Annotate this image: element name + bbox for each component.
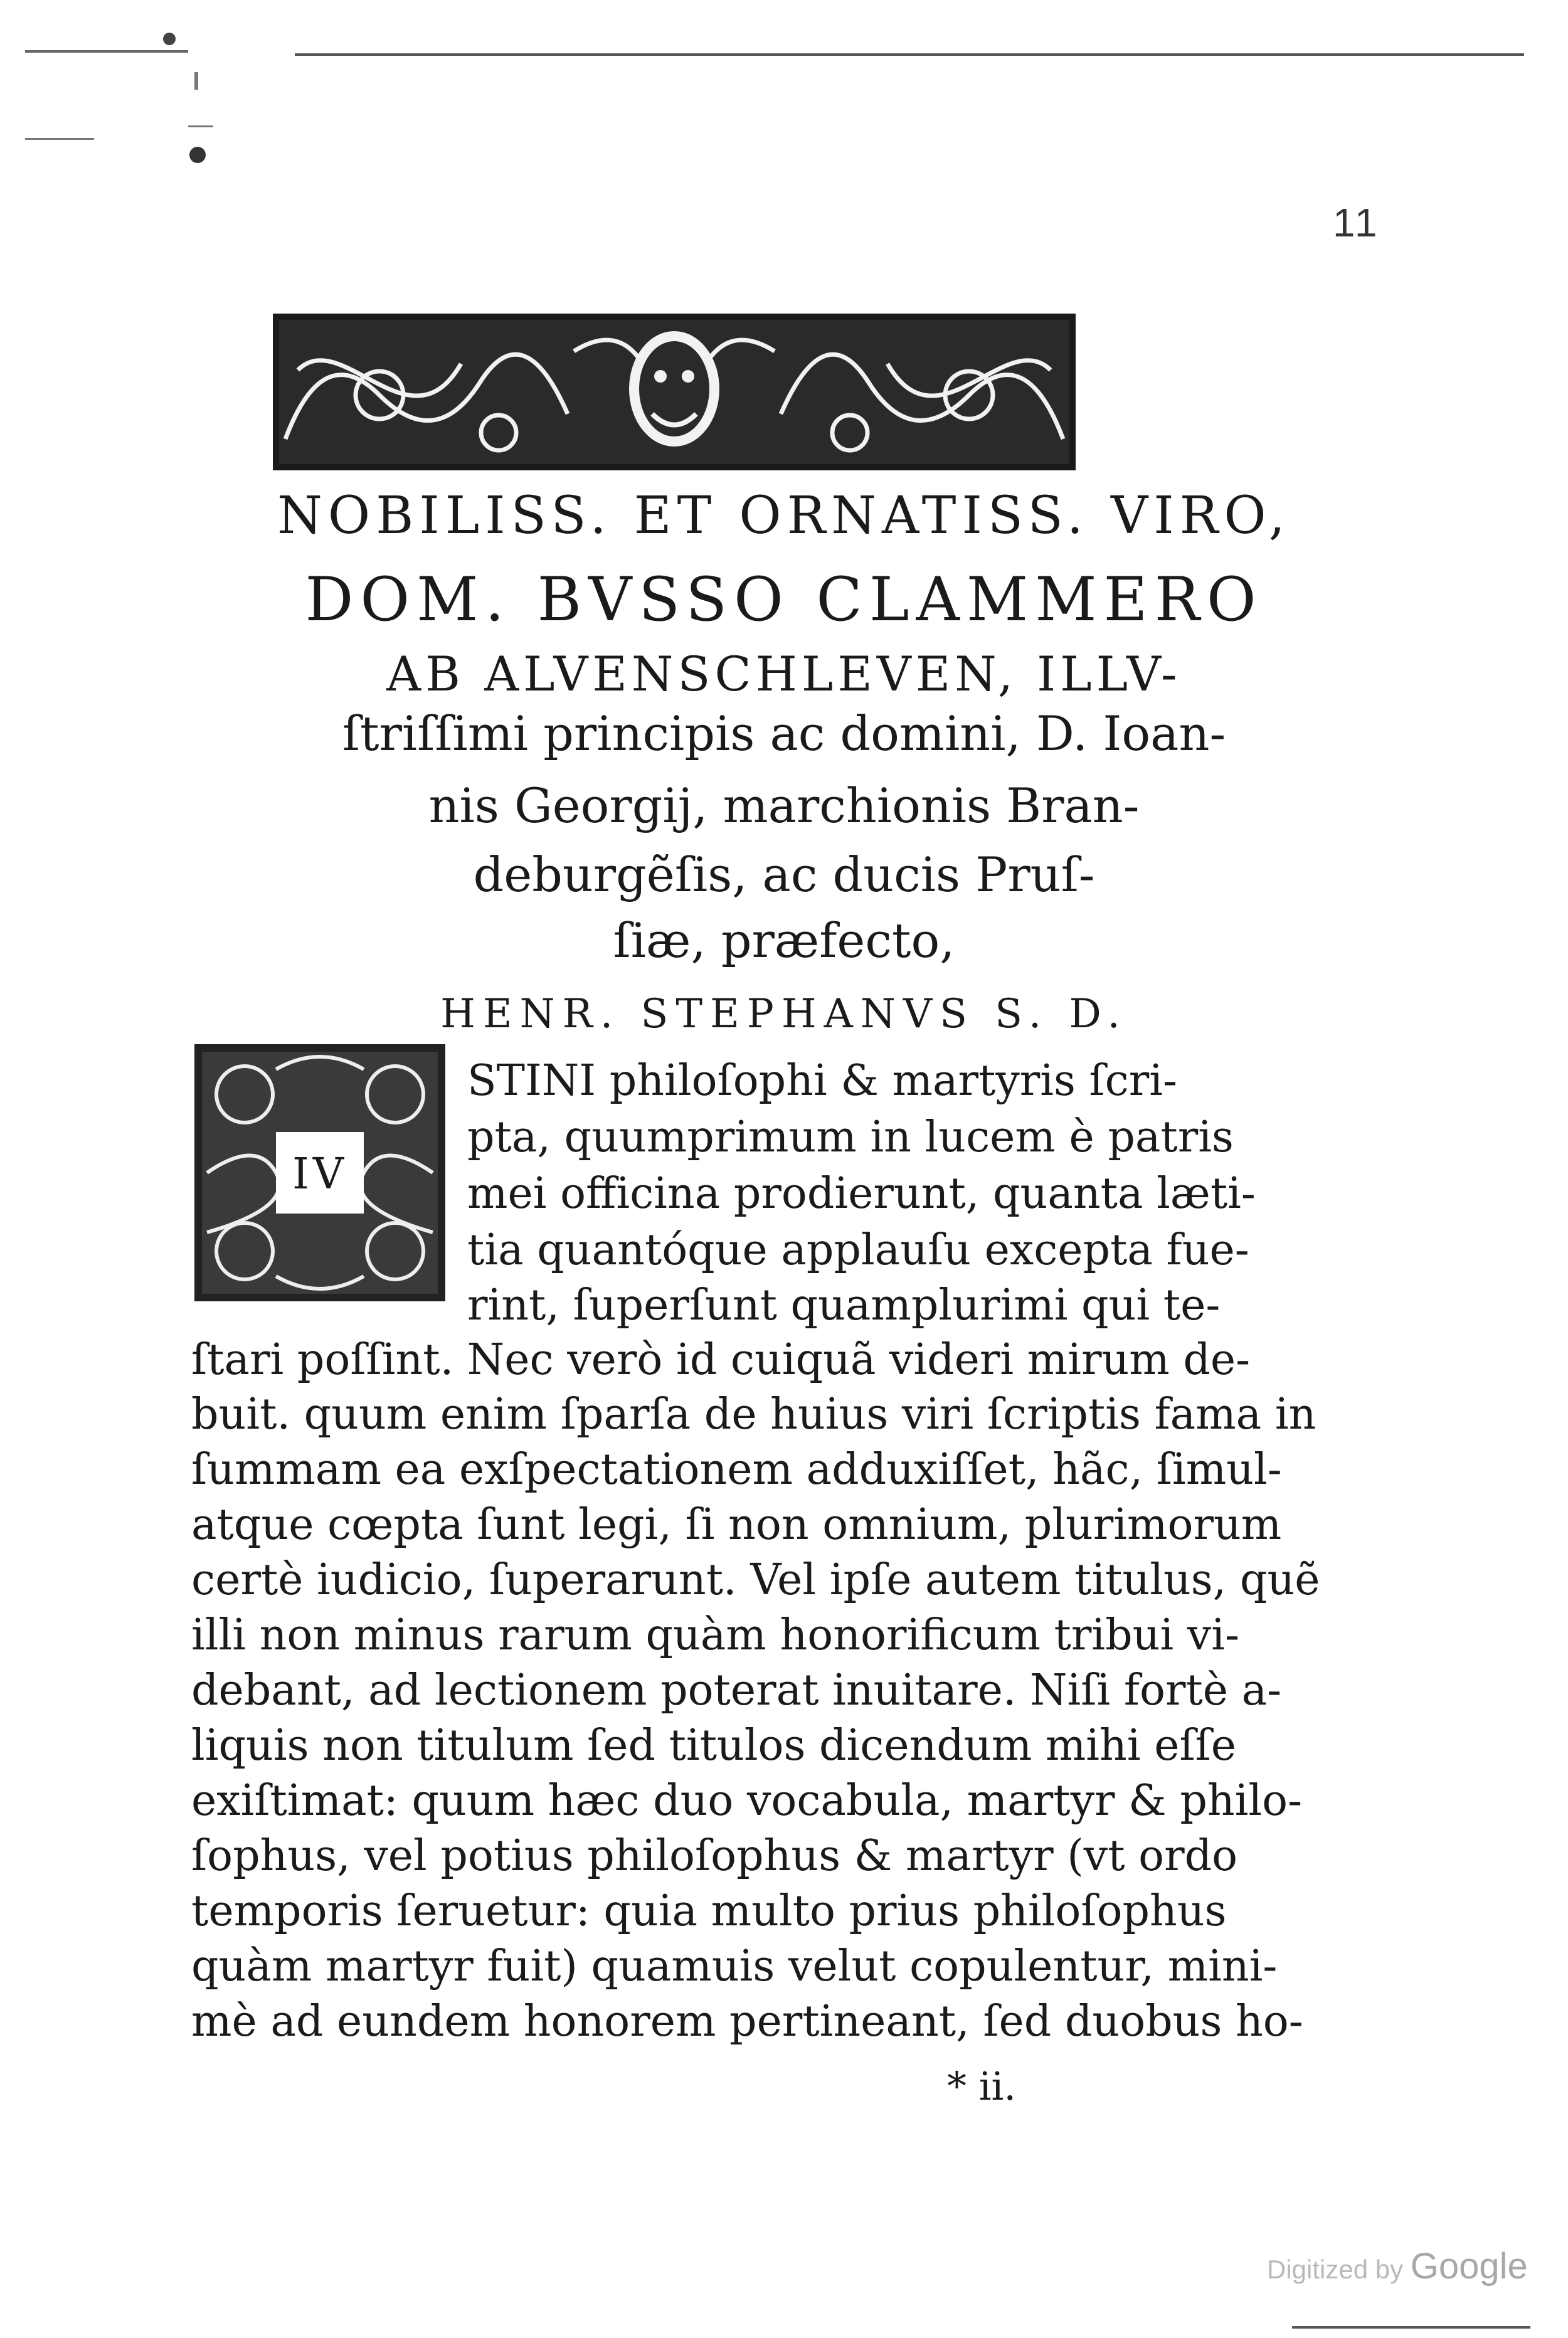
body-line-6: ſtari poſſint. Nec verò id cuiquã videri mirum de- xyxy=(191,1335,1251,1385)
title-line-1: NOBILISS. ET ORNATISS. VIRO, xyxy=(277,486,1291,546)
decorated-initial xyxy=(194,1044,445,1301)
body-line-7: buit. quum enim ſparſa de huius viri ſcriptis fama in xyxy=(191,1390,1316,1439)
salutation: HENR. STEPHANVS S. D. xyxy=(440,991,1128,1037)
body-line-10: certè iudicio, ſuperarunt. Vel ipſe autem titulus, quẽ xyxy=(191,1555,1320,1605)
top-scan-rule xyxy=(295,51,1524,59)
initial-letters: IV xyxy=(292,1150,347,1199)
body-line-3: mei officina prodierunt, quanta læti- xyxy=(467,1169,1256,1219)
body-line-13: liquis non titulum ſed titulos dicendum mihi eſſe xyxy=(191,1721,1237,1770)
digitized-brand: Google xyxy=(1410,2246,1528,2287)
body-line-15: ſophus, vel potius philoſophus & martyr (vt ordo xyxy=(191,1831,1238,1881)
body-line-1: STINI philoſophi & martyris ſcri- xyxy=(467,1056,1177,1106)
body-line-2: pta, quumprimum in lucem è patris xyxy=(467,1113,1234,1162)
title-line-3: AB ALVENSCHLEVEN, ILLV- xyxy=(386,646,1182,702)
scan-blemish-marks xyxy=(25,25,289,263)
body-line-8: ſummam ea exſpectationem adduxiſſet, hãc, ſimul- xyxy=(191,1445,1282,1494)
title-line-5: nis Georgij, marchionis Bran- xyxy=(428,778,1140,833)
body-line-11: illi non minus rarum quàm honorificum tribui vi- xyxy=(191,1611,1239,1660)
title-line-4: ſtriſſimi principis ac domini, D. Ioan- xyxy=(342,706,1226,761)
body-line-9: atque cœpta ſunt legi, ſi non omnium, plurimorum xyxy=(191,1500,1282,1550)
body-line-16: temporis ſeruetur: quia multo prius philoſophus xyxy=(191,1886,1227,1936)
digitized-prefix: Digitized by xyxy=(1267,2255,1404,2284)
body-line-18: mè ad eundem honorem pertineant, ſed duobus ho- xyxy=(191,1997,1303,2046)
body-line-5: rint, ſuperſunt quamplurimi qui te- xyxy=(467,1281,1221,1330)
signature-mark: * ii. xyxy=(947,2063,1017,2109)
body-line-4: tia quantóque applauſu excepta fue- xyxy=(467,1225,1249,1275)
title-line-2: DOM. BVSSO CLAMMERO xyxy=(305,564,1263,635)
ornamental-headpiece xyxy=(273,314,1076,470)
title-line-6: deburgẽſis, ac ducis Pruſ- xyxy=(473,847,1095,902)
digitized-notice xyxy=(1267,2245,1528,2287)
folio-mark: 11 xyxy=(1333,200,1380,245)
title-line-7: ſiæ, præfecto, xyxy=(613,912,955,968)
body-line-17: quàm martyr fuit) quamuis velut copulentur, mini- xyxy=(191,1942,1278,1991)
bottom-scan-rule xyxy=(1292,2324,1530,2330)
body-line-12: debant, ad lectionem poterat inuitare. Niſi fortè a- xyxy=(191,1666,1282,1715)
body-line-14: exiſtimat: quum hæc duo vocabula, martyr & philo- xyxy=(191,1776,1303,1826)
